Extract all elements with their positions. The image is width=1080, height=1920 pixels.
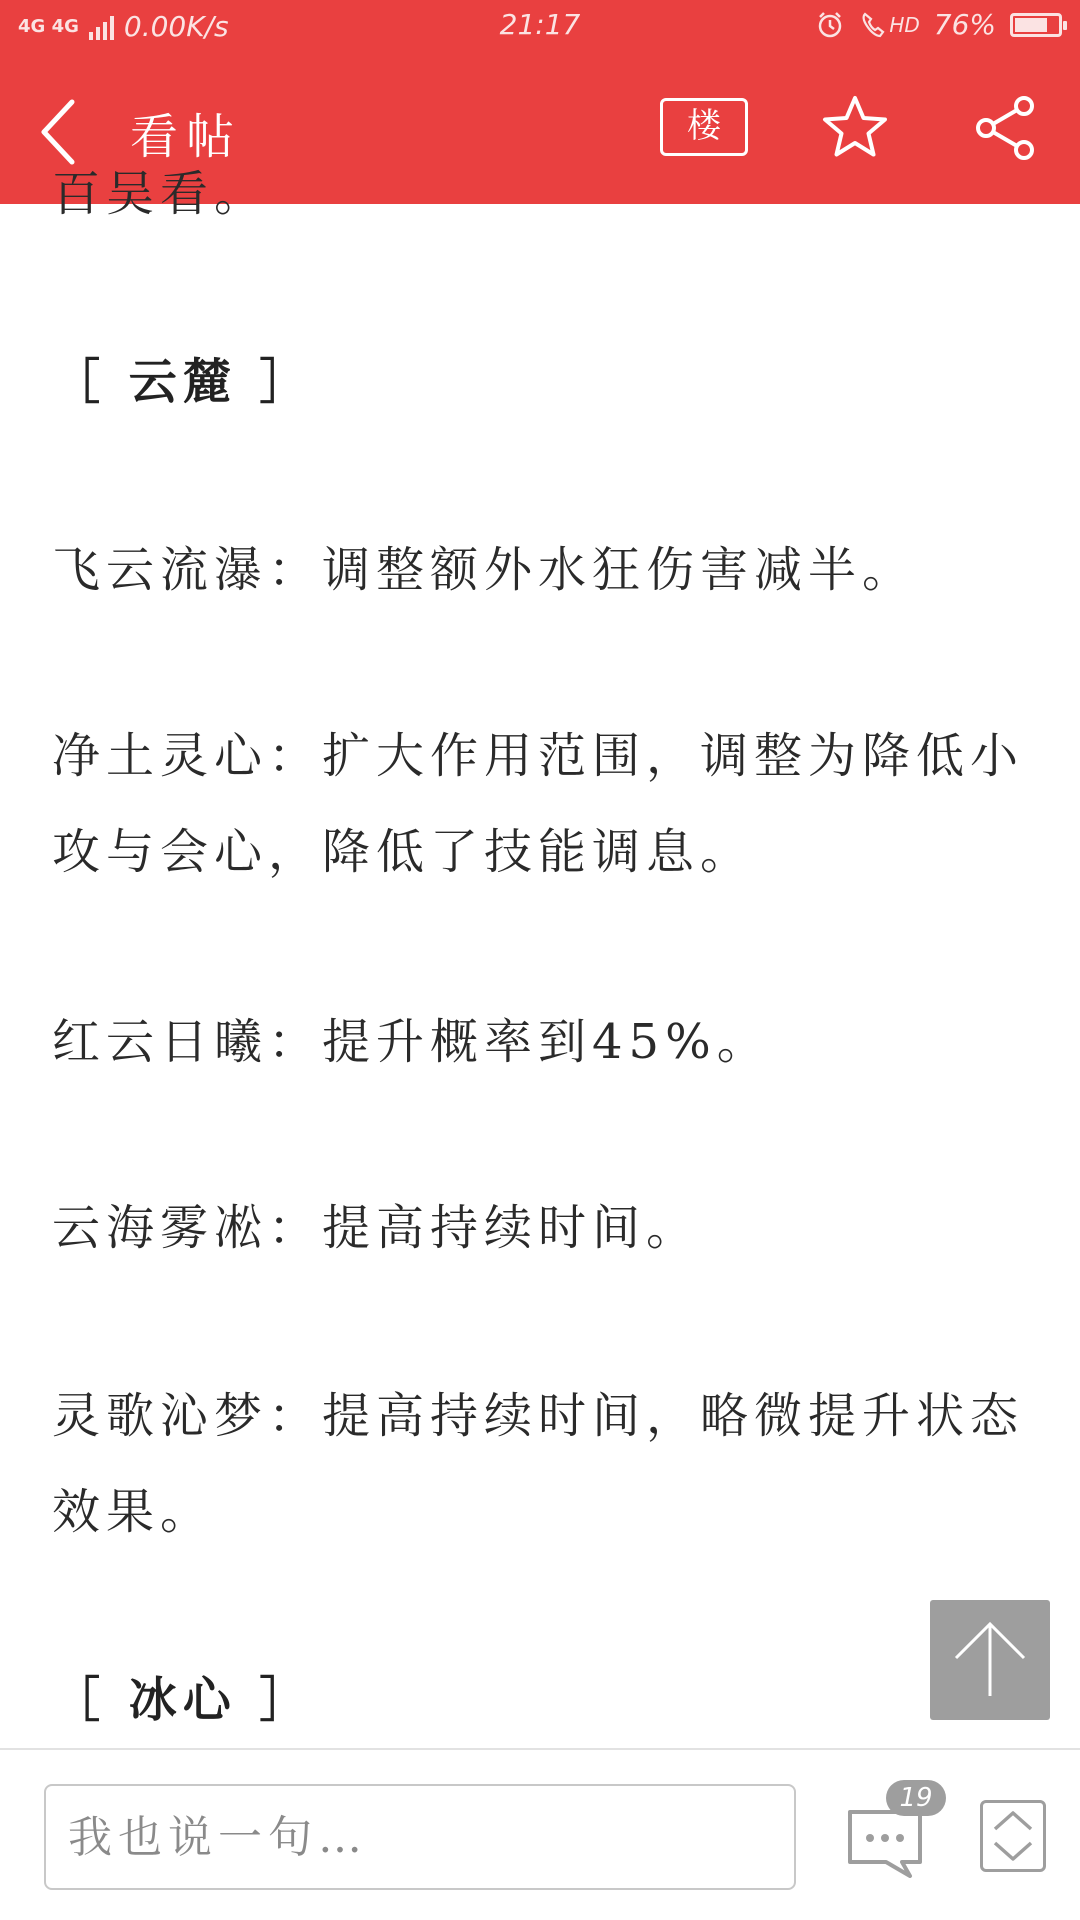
- comment-count-badge: 19: [886, 1780, 946, 1816]
- section-heading-bingxin: ［ 冰心 ］: [52, 1672, 314, 1728]
- post-partial-line: 百吴看。: [52, 166, 269, 222]
- post-paragraph: 红云日曦：提升概率到45%。: [52, 1014, 771, 1070]
- network-type: 4G 4G: [18, 15, 79, 37]
- scroll-top-button[interactable]: [930, 1600, 1050, 1720]
- post-content: [0, 166, 1080, 1748]
- battery-percent: 76%: [933, 8, 996, 41]
- floor-button[interactable]: 楼: [660, 98, 748, 156]
- network-speed: 0.00K/s: [123, 10, 229, 43]
- page-nav-button[interactable]: [980, 1800, 1046, 1872]
- battery-level: [1015, 18, 1047, 32]
- post-paragraph: 净土灵心：扩大作用范围，调整为降低小攻与会心，降低了技能调息。: [52, 728, 1025, 880]
- alarm-icon: [815, 10, 845, 40]
- up-down-chevron-icon: [983, 1803, 1043, 1869]
- status-right: [815, 8, 1062, 41]
- hd-label: HD: [889, 12, 920, 37]
- section-heading-yunlu: ［ 云麓 ］: [52, 354, 314, 410]
- clock: 21:17: [499, 8, 581, 41]
- post-paragraph: 飞云流瀑：调整额外水狂伤害减半。: [52, 542, 917, 598]
- status-bar: [0, 0, 1080, 52]
- page-title: 看帖: [130, 109, 243, 165]
- post-paragraph: 云海雾凇：提高持续时间。: [52, 1200, 701, 1256]
- hd-call-icon: [859, 10, 889, 40]
- battery-icon: [1010, 13, 1062, 37]
- arrow-up-icon: [930, 1600, 1050, 1720]
- bottom-bar: [0, 1748, 1080, 1920]
- reply-input[interactable]: [44, 1784, 796, 1890]
- post-paragraph: 灵歌沁梦：提高持续时间，略微提升状态效果。: [52, 1388, 1025, 1540]
